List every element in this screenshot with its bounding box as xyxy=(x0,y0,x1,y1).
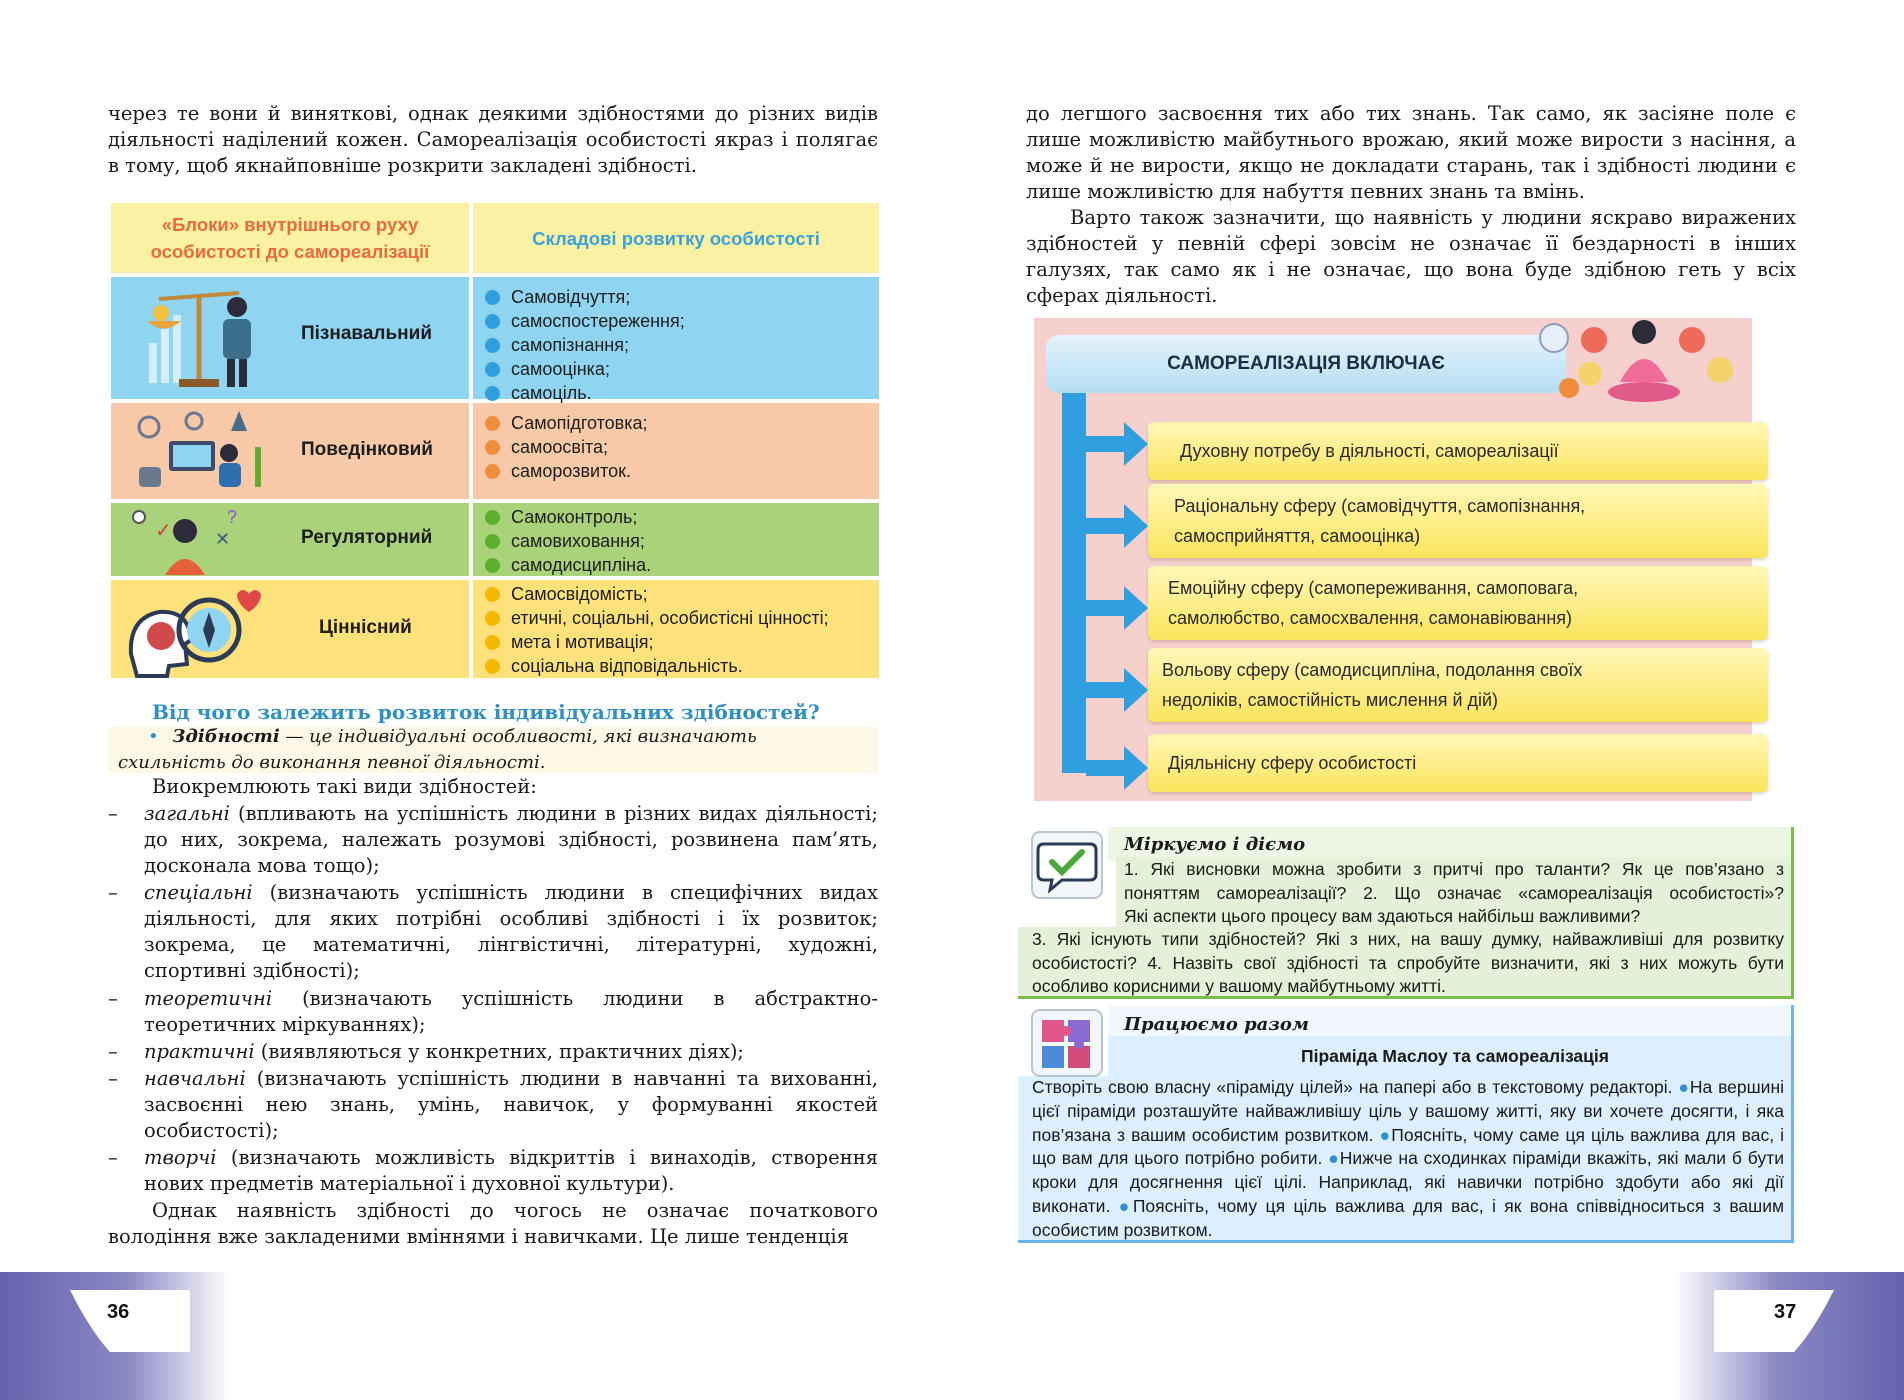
ability-type-special xyxy=(108,880,878,984)
arrow-right-icon xyxy=(1086,668,1148,712)
definition xyxy=(118,724,858,776)
table-header-components: Складові розвитку особистості xyxy=(473,203,879,273)
table-header-blocks: «Блоки» внутрішнього руху особистості до самореалізації xyxy=(111,203,469,273)
intro-line: через те вони й виняткові, однак деякими здібностями до різних видів xyxy=(108,102,878,125)
woman-with-icons-illustration xyxy=(1524,318,1754,418)
type-term: спеціальні xyxy=(144,881,253,904)
self-realization-diagram xyxy=(1034,318,1752,801)
list-item: саморозвиток. xyxy=(485,459,891,483)
arrow-right-icon xyxy=(1086,746,1148,790)
check-speech-icon xyxy=(1030,830,1104,900)
definition-text: схильність до виконання певної діяльності. xyxy=(118,752,546,773)
list-item: Самосвідомість; xyxy=(485,582,891,606)
diagram-item: Раціональну сферу (самовідчуття, самопізнання, самосприйняття, самооцінка) xyxy=(1148,484,1768,558)
puzzle-icon xyxy=(1030,1008,1104,1078)
svg-text:✓: ✓ xyxy=(155,520,172,542)
diagram-title-banner xyxy=(1046,335,1566,393)
dash-marker: – xyxy=(108,881,118,904)
list-item: самоціль. xyxy=(485,381,891,405)
block-name: Регуляторний xyxy=(301,527,433,548)
continuation-paragraph: до легшого засвоєння тих або тих знань. Так само, як засіяне поле є лише можливістю майбутнього врожаю, який може вирости з насіння, а може й не вирости, якщо не докладати старань, так і здібності людини є лише можливістю для набуття певних знань та вмінь. xyxy=(1026,102,1796,203)
self-realization-blocks-table xyxy=(111,203,879,678)
list-item: Самовідчуття; xyxy=(485,285,891,309)
note-paragraph: Варто також зазначити, що наявність у людини яскраво виражених здібностей у певній сфері зовсім не означає її бездарності в інших галузях, так само як і не означає, що вона буде здібною геть у всіх сферах діяльності. xyxy=(1026,206,1796,307)
list-item: самоосвіта; xyxy=(485,435,891,459)
work-box-heading: Піраміда Маслоу та самореалізація xyxy=(1301,1046,1609,1066)
dash-marker: – xyxy=(108,1067,118,1090)
think-box-questions-continued: 3. Які існують типи здібностей? Які з них, на вашу думку, найважливіші для розвитку особистості? 4. Назвіть свої здібності та спробуйте визначити, які з них можуть бути особливо корисними у вашому майбутньому житті. xyxy=(1032,929,1784,996)
type-term: теоретичні xyxy=(144,987,273,1010)
work-box-text: Створіть свою власну «піраміду цілей» на папері або в текстовому редакторі. ●На вершині цієї піраміди розташуйте найважливішу ціль у вашому житті, яку ви хочете досягти, і яка пов’язана з вашим особистим розвитком. ●Поясніть, чому саме ця ціль важлива для вас, і що вам для цього потрібно робити. ●Нижче на сходинках піраміди вкажіть, які мали б бути кроки для досягнення цієї цілі. Наприклад, які навички потрібно здобути або які дії виконати. ●Поясніть, чому ця ціль важлива для вас, і як вона співвідноситься з вашим особистим розвитком. xyxy=(1032,1077,1785,1240)
closing-paragraph: Однак наявність здібності до чогось не означає початкового володіння вже закладеними вміннями і навичками. Це лише тенденція xyxy=(108,1199,878,1248)
list-item: самодисципліна. xyxy=(485,553,891,577)
block-name: Ціннісний xyxy=(319,617,412,638)
robot-computer-illustration xyxy=(119,407,279,497)
diagram-item: Емоційну сферу (самопереживання, самоповага, самолюбство, самосхвалення, самонавіювання) xyxy=(1148,566,1768,640)
list-item: самооцінка; xyxy=(485,357,891,381)
block-name: Пізнавальний xyxy=(301,323,433,344)
svg-text:?: ? xyxy=(227,507,238,527)
diagram-item: Діяльнісну сферу особистості xyxy=(1148,734,1768,792)
arrow-right-icon xyxy=(1086,422,1148,466)
component-list xyxy=(473,503,891,576)
work-box-title: Працюємо разом xyxy=(1124,1014,1309,1035)
brain-compass-illustration xyxy=(119,584,279,678)
page-number: 37 xyxy=(1774,1301,1797,1323)
intro-paragraph xyxy=(108,101,878,179)
svg-text:✕: ✕ xyxy=(215,529,231,549)
dash-marker: – xyxy=(108,1040,118,1063)
bullet-icon: ● xyxy=(1379,1124,1392,1145)
types-intro: Виокремлюють такі види здібностей: xyxy=(152,775,537,798)
bullet-icon: ● xyxy=(1118,1195,1133,1216)
type-text: (визначають успішність людини в специфічних видах діяльності, для яких потрібні особливі здібності і їх розвиток; зокрема, це математичні, лінгвістичні, літературні, художні, спортивні здібності); xyxy=(144,881,878,982)
type-text: (визначають успішність людини в абстрактно-теоретичних міркуваннях); xyxy=(144,987,878,1036)
ability-type-educational xyxy=(108,1066,878,1144)
arrow-right-icon xyxy=(1086,586,1148,630)
definition-term: Здібності xyxy=(172,726,280,747)
list-item: етичні, соціальні, особистісні цінності; xyxy=(485,606,891,630)
table-row-cognitive xyxy=(111,277,879,403)
diagram-item: Духовну потребу в діяльності, самореалізації xyxy=(1148,422,1768,480)
type-text: (визначають успішність людини в навчанні та вихованні, засвоєнні нею знань, умінь, навичок, у формуванні якостей особистості); xyxy=(144,1067,878,1142)
type-text: (визначають можливість відкриттів і винаходів, створення нових предметів матеріальної і духовної культури). xyxy=(144,1146,878,1195)
ability-type-practical xyxy=(108,1039,878,1065)
list-item: самопізнання; xyxy=(485,333,891,357)
scales-person-illustration xyxy=(119,281,279,395)
dash-marker: – xyxy=(108,802,118,825)
type-text: (виявляються у конкретних, практичних діях); xyxy=(254,1040,744,1063)
intro-line: діяльності наділений кожен. Самореалізація особистості якраз і полягає xyxy=(108,128,878,151)
thinking-woman-illustration xyxy=(119,507,279,575)
ability-type-creative xyxy=(108,1145,878,1197)
section-heading: Від чого залежить розвиток індивідуальних здібностей? xyxy=(152,700,820,724)
bullet-icon: ● xyxy=(1328,1148,1340,1169)
diagram-item: Вольову сферу (самодисципліна, подолання своїх недоліків, самостійність мислення й дій) xyxy=(1148,648,1768,722)
list-item: самоспостереження; xyxy=(485,309,891,333)
list-item: Самоконтроль; xyxy=(485,505,891,529)
type-term: навчальні xyxy=(144,1067,246,1090)
ability-type-theoretical xyxy=(108,986,878,1038)
type-text: (впливають на успішність людини в різних видах діяльності; до них, зокрема, належать розумові здібності, розвинена пам’ять, досконала мова тощо); xyxy=(144,802,878,877)
component-list xyxy=(473,403,891,499)
block-name: Поведінковий xyxy=(301,439,433,460)
component-list xyxy=(473,580,891,678)
list-item: Самопідготовка; xyxy=(485,411,891,435)
bullet-icon: • xyxy=(148,726,159,747)
intro-line: в тому, щоб якнайповніше розкрити закладені здібності. xyxy=(108,154,697,177)
list-item: самовиховання; xyxy=(485,529,891,553)
list-item: мета і мотивація; xyxy=(485,630,891,654)
think-box-title: Міркуємо і діємо xyxy=(1124,834,1306,855)
type-term: загальні xyxy=(144,802,230,825)
ability-type-general xyxy=(108,801,878,879)
page-number-tab xyxy=(70,1290,190,1352)
table-row-values xyxy=(111,580,879,678)
page-number: 36 xyxy=(107,1301,130,1323)
definition-text: — це індивідуальні особливості, які визначають xyxy=(279,726,757,747)
arrow-right-icon xyxy=(1086,504,1148,548)
type-term: творчі xyxy=(144,1146,217,1169)
dash-marker: – xyxy=(108,987,118,1010)
type-term: практичні xyxy=(144,1040,255,1063)
component-list xyxy=(473,277,891,403)
dash-marker: – xyxy=(108,1146,118,1169)
diagram-title: САМОРЕАЛІЗАЦІЯ ВКЛЮЧАЄ xyxy=(1167,353,1445,374)
list-item: соціальна відповідальність. xyxy=(485,654,891,678)
diagram-connector xyxy=(1062,393,1086,773)
table-row-regulatory xyxy=(111,503,879,576)
table-row-behavioral xyxy=(111,403,879,499)
bullet-icon: ● xyxy=(1678,1077,1690,1097)
think-box-questions: 1. Які висновки можна зробити з притчі про таланти? Як це пов’язано з поняттям самореалізації? 2. Що означає «самореалізація особистості»? Які аспекти цього процесу вам здаються найбільш важливими? xyxy=(1124,859,1784,926)
